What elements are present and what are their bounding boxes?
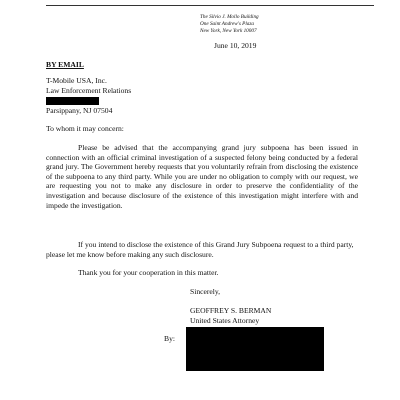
signer-title: United States Attorney: [190, 316, 260, 325]
recipient-company: T-Mobile USA, Inc.: [46, 76, 107, 85]
letterhead-line-2: One Saint Andrew's Plaza: [200, 21, 254, 27]
redaction-block-address: [46, 97, 99, 105]
redaction-block-signer: [186, 343, 324, 371]
delivery-method: BY EMAIL: [46, 60, 84, 69]
salutation: To whom it may concern:: [46, 124, 124, 133]
closing: Sincerely,: [190, 287, 221, 296]
paragraph-2: If you intend to disclose the existence of this Grand Jury Subpoena request to a third party, please let me know before making any such disclosure.: [46, 240, 354, 259]
header-rule: [46, 5, 374, 6]
letterhead: [200, 14, 360, 35]
letterhead-line-3: New York, New York 10007: [200, 28, 257, 34]
recipient-city: Parsippany, NJ 07504: [46, 106, 113, 115]
signer-name: GEOFFREY S. BERMAN: [190, 306, 272, 315]
letterhead-line-1: The Silvio J. Mollo Building: [200, 14, 259, 20]
paragraph-3: Thank you for your cooperation in this matter.: [78, 268, 219, 277]
paragraph-1: Please be advised that the accompanying grand jury subpoena has been issued in connection with an official criminal investigation of a suspected felony being conducted by a federal grand jury. The Government hereby requests that you voluntarily refrain from disclosing the existence of the subpoena to any third party. While you are under no obligation to comply with our request, we are requesting you not to make any disclosure in order to preserve the confidentiality of the investigation and because disclosure of the existence of this investigation might interfere with and impede the investigation.: [46, 143, 358, 210]
by-label: By:: [164, 334, 175, 343]
letter-date: June 10, 2019: [214, 41, 257, 50]
recipient-department: Law Enforcement Relations: [46, 86, 132, 95]
